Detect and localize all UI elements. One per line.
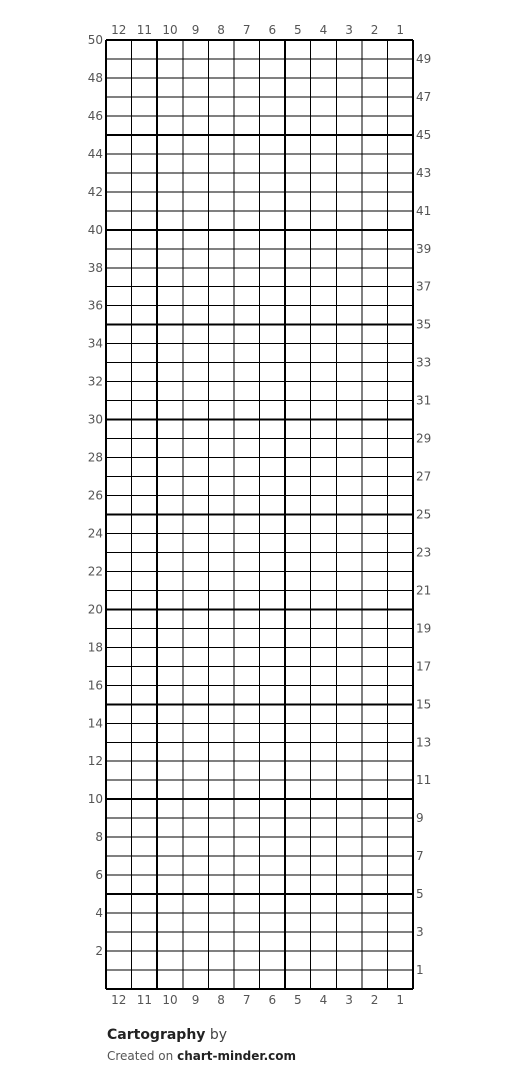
column-label-bottom: 11 <box>136 993 153 1007</box>
row-label-right: 7 <box>416 849 424 864</box>
row-label-right: 33 <box>416 355 432 370</box>
column-label-top: 4 <box>319 23 328 37</box>
row-label-right: 23 <box>416 545 432 560</box>
column-label-top: 9 <box>191 23 200 37</box>
row-label-left: 2 <box>95 944 103 959</box>
row-label-left: 48 <box>87 70 103 85</box>
row-label-left: 50 <box>87 33 103 47</box>
column-label-bottom: 1 <box>396 993 405 1007</box>
created-on-label: Created on <box>107 1049 174 1063</box>
row-label-left: 22 <box>87 564 103 579</box>
column-label-top: 11 <box>136 23 153 37</box>
column-label-bottom: 12 <box>111 993 127 1007</box>
row-label-right: 25 <box>416 507 432 522</box>
row-label-left: 28 <box>87 450 103 465</box>
row-label-left: 40 <box>87 222 103 237</box>
chart-title-line <box>107 1027 296 1043</box>
row-label-left: 34 <box>87 336 103 351</box>
row-label-right: 5 <box>416 887 424 902</box>
row-label-right: 13 <box>416 735 432 750</box>
column-label-bottom: 5 <box>294 993 302 1007</box>
row-label-right: 3 <box>416 925 424 940</box>
site-link[interactable]: chart-minder.com <box>177 1049 296 1063</box>
row-label-right: 21 <box>416 583 432 598</box>
row-label-left: 6 <box>95 868 103 883</box>
row-label-right: 9 <box>416 811 424 826</box>
column-label-top: 5 <box>294 23 302 37</box>
row-label-right: 49 <box>416 51 432 66</box>
row-label-right: 1 <box>416 963 424 978</box>
row-label-left: 42 <box>87 184 103 199</box>
row-label-left: 4 <box>95 906 103 921</box>
row-label-left: 30 <box>87 412 103 427</box>
column-label-top: 12 <box>111 23 127 37</box>
row-label-left: 24 <box>87 526 103 541</box>
row-label-right: 19 <box>416 621 432 636</box>
column-label-bottom: 6 <box>268 993 277 1007</box>
row-label-left: 12 <box>87 754 103 769</box>
row-label-left: 46 <box>87 108 103 123</box>
row-label-right: 45 <box>416 127 432 142</box>
column-label-bottom: 2 <box>370 993 379 1007</box>
column-label-bottom: 9 <box>191 993 200 1007</box>
column-label-top: 10 <box>162 23 178 37</box>
row-label-right: 37 <box>416 279 432 294</box>
row-label-left: 36 <box>87 298 103 313</box>
column-label-bottom: 8 <box>217 993 225 1007</box>
row-label-left: 18 <box>87 640 103 655</box>
row-label-right: 39 <box>416 241 432 256</box>
row-label-right: 15 <box>416 697 432 712</box>
row-label-right: 29 <box>416 431 432 446</box>
chart-footer <box>107 1027 296 1063</box>
column-label-top: 7 <box>242 23 251 37</box>
column-label-top: 6 <box>268 23 277 37</box>
column-label-top: 3 <box>345 23 353 37</box>
row-label-left: 26 <box>87 488 103 503</box>
row-label-right: 47 <box>416 89 432 104</box>
row-label-right: 31 <box>416 393 432 408</box>
row-label-left: 20 <box>87 602 103 617</box>
chart-title: Cartography <box>107 1027 206 1043</box>
row-label-right: 27 <box>416 469 432 484</box>
column-label-bottom: 4 <box>319 993 328 1007</box>
column-label-top: 1 <box>396 23 405 37</box>
row-label-left: 38 <box>87 260 103 275</box>
row-label-left: 44 <box>87 146 103 161</box>
row-label-left: 10 <box>87 792 103 807</box>
chart-grid <box>106 40 413 989</box>
chart-by: by <box>209 1027 228 1043</box>
column-label-top: 8 <box>217 23 225 37</box>
row-label-left: 8 <box>95 830 103 845</box>
row-label-right: 41 <box>416 203 432 218</box>
row-label-left: 32 <box>87 374 103 389</box>
row-label-right: 35 <box>416 317 432 332</box>
row-label-right: 11 <box>416 773 432 788</box>
row-label-left: 14 <box>87 716 103 731</box>
row-label-right: 43 <box>416 165 432 180</box>
chart-credit <box>107 1049 296 1063</box>
column-label-bottom: 10 <box>162 993 178 1007</box>
column-label-bottom: 7 <box>242 993 251 1007</box>
row-label-left: 16 <box>87 678 103 693</box>
column-label-bottom: 3 <box>345 993 353 1007</box>
row-label-right: 17 <box>416 659 432 674</box>
column-label-top: 2 <box>370 23 379 37</box>
